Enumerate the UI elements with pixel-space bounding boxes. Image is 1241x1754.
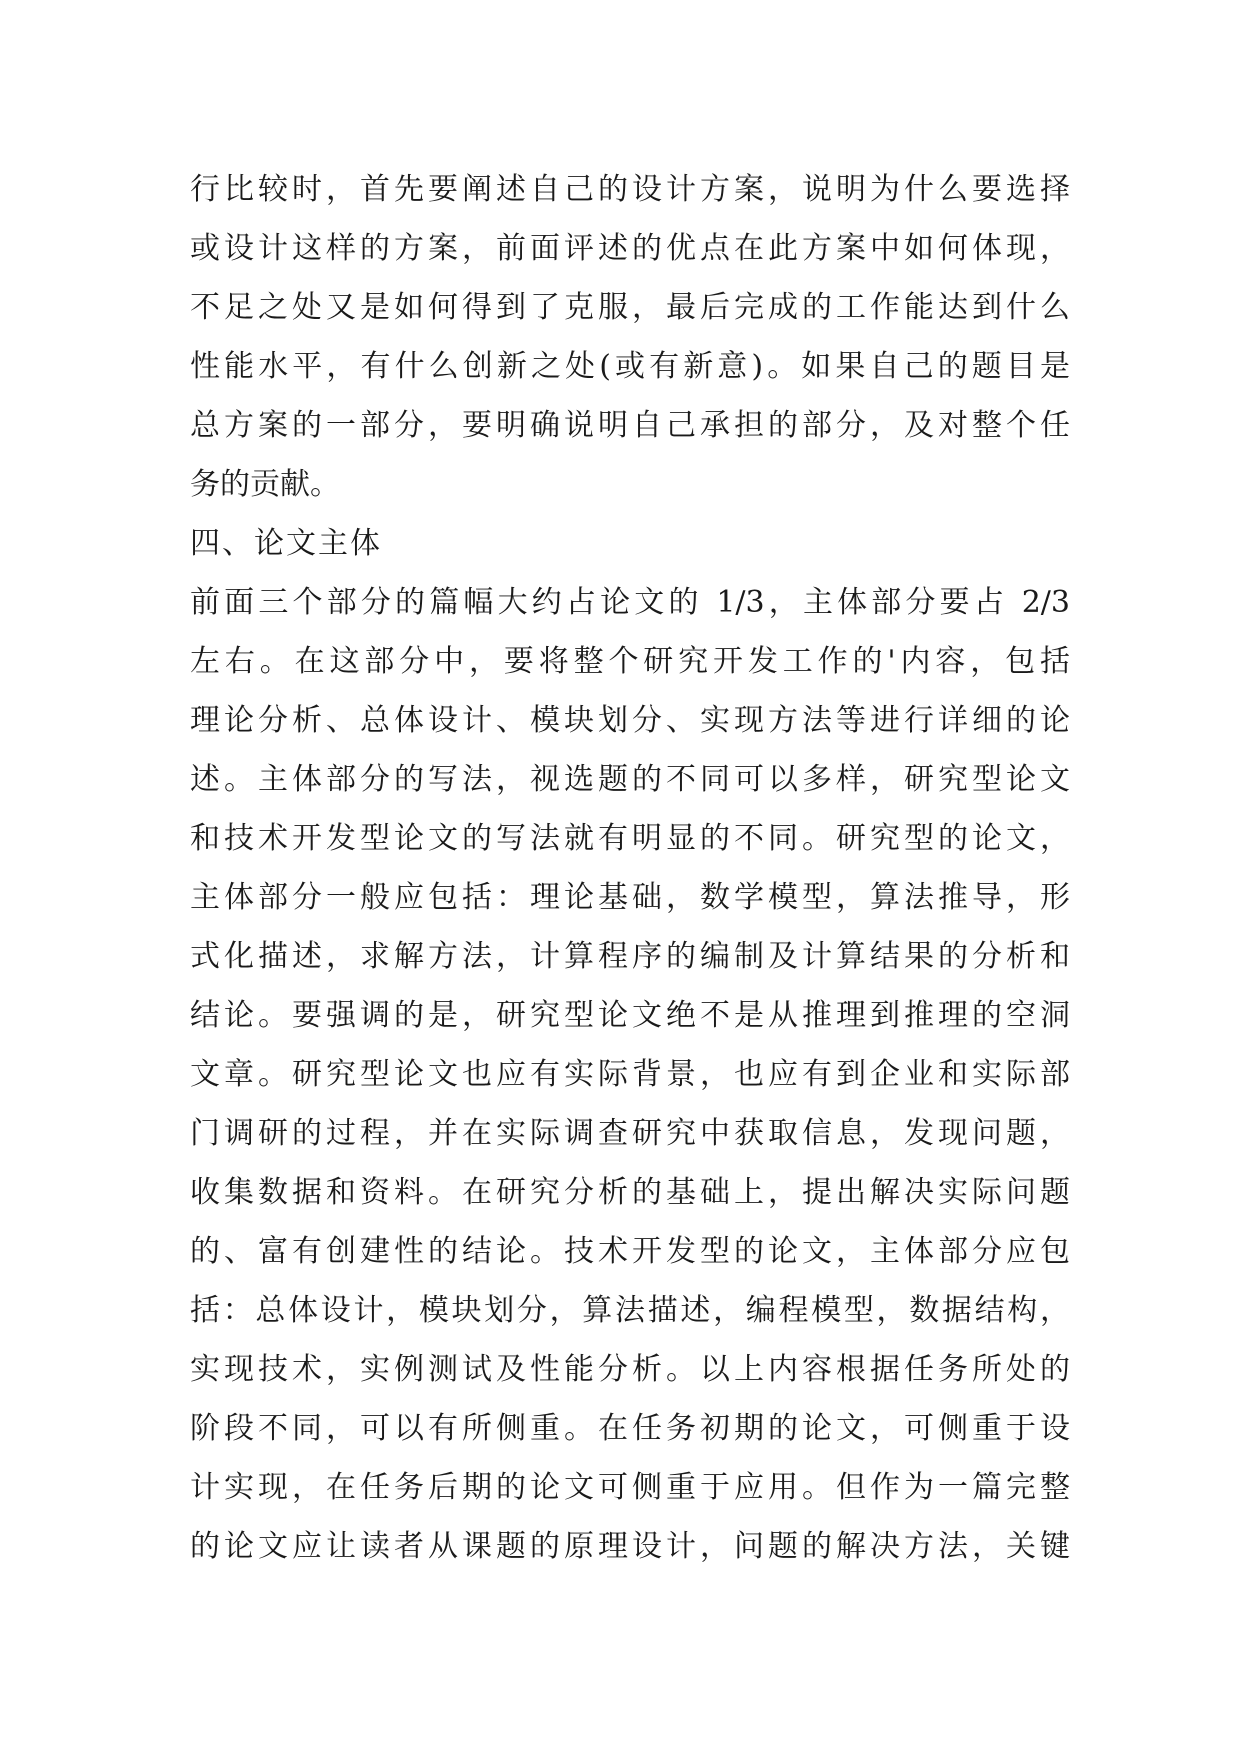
text-line: 务的贡献。 — [190, 467, 340, 502]
text-line: 结论。要强调的是，研究型论文绝不是从推理到推理的空洞 — [190, 998, 1070, 1033]
section-heading: 四、论文主体 — [190, 526, 382, 561]
body-text — [190, 160, 1070, 1576]
text-line: 主体部分一般应包括：理论基础，数学模型，算法推导，形 — [190, 880, 1070, 915]
text-line: 或设计这样的方案，前面评述的优点在此方案中如何体现， — [190, 231, 1070, 266]
text-line: 前面三个部分的篇幅大约占论文的 1/3，主体部分要占 2/3 — [190, 585, 1070, 620]
text-line: 收集数据和资料。在研究分析的基础上，提出解决实际问题 — [190, 1175, 1070, 1210]
text-line: 性能水平，有什么创新之处(或有新意)。如果自己的题目是 — [190, 349, 1070, 384]
text-line: 文章。研究型论文也应有实际背景，也应有到企业和实际部 — [190, 1057, 1070, 1092]
text-line: 计实现，在任务后期的论文可侧重于应用。但作为一篇完整 — [190, 1470, 1070, 1505]
text-line: 理论分析、总体设计、模块划分、实现方法等进行详细的论 — [190, 703, 1070, 738]
text-line: 总方案的一部分，要明确说明自己承担的部分，及对整个任 — [190, 408, 1070, 443]
text-line: 的、富有创建性的结论。技术开发型的论文，主体部分应包 — [190, 1234, 1070, 1269]
text-line: 实现技术，实例测试及性能分析。以上内容根据任务所处的 — [190, 1352, 1070, 1387]
text-line: 的论文应让读者从课题的原理设计，问题的解决方法，关键 — [190, 1529, 1070, 1564]
text-line: 述。主体部分的写法，视选题的不同可以多样，研究型论文 — [190, 762, 1070, 797]
text-line: 和技术开发型论文的写法就有明显的不同。研究型的论文， — [190, 821, 1070, 856]
text-line: 门调研的过程，并在实际调查研究中获取信息，发现问题， — [190, 1116, 1070, 1151]
text-line: 括：总体设计，模块划分，算法描述，编程模型，数据结构， — [190, 1293, 1070, 1328]
text-line: 阶段不同，可以有所侧重。在任务初期的论文，可侧重于设 — [190, 1411, 1070, 1446]
text-line: 不足之处又是如何得到了克服，最后完成的工作能达到什么 — [190, 290, 1070, 325]
text-line: 式化描述，求解方法，计算程序的编制及计算结果的分析和 — [190, 939, 1070, 974]
text-line: 行比较时，首先要阐述自己的设计方案，说明为什么要选择 — [190, 172, 1070, 207]
text-line: 左右。在这部分中，要将整个研究开发工作的'内容，包括 — [190, 644, 1070, 679]
